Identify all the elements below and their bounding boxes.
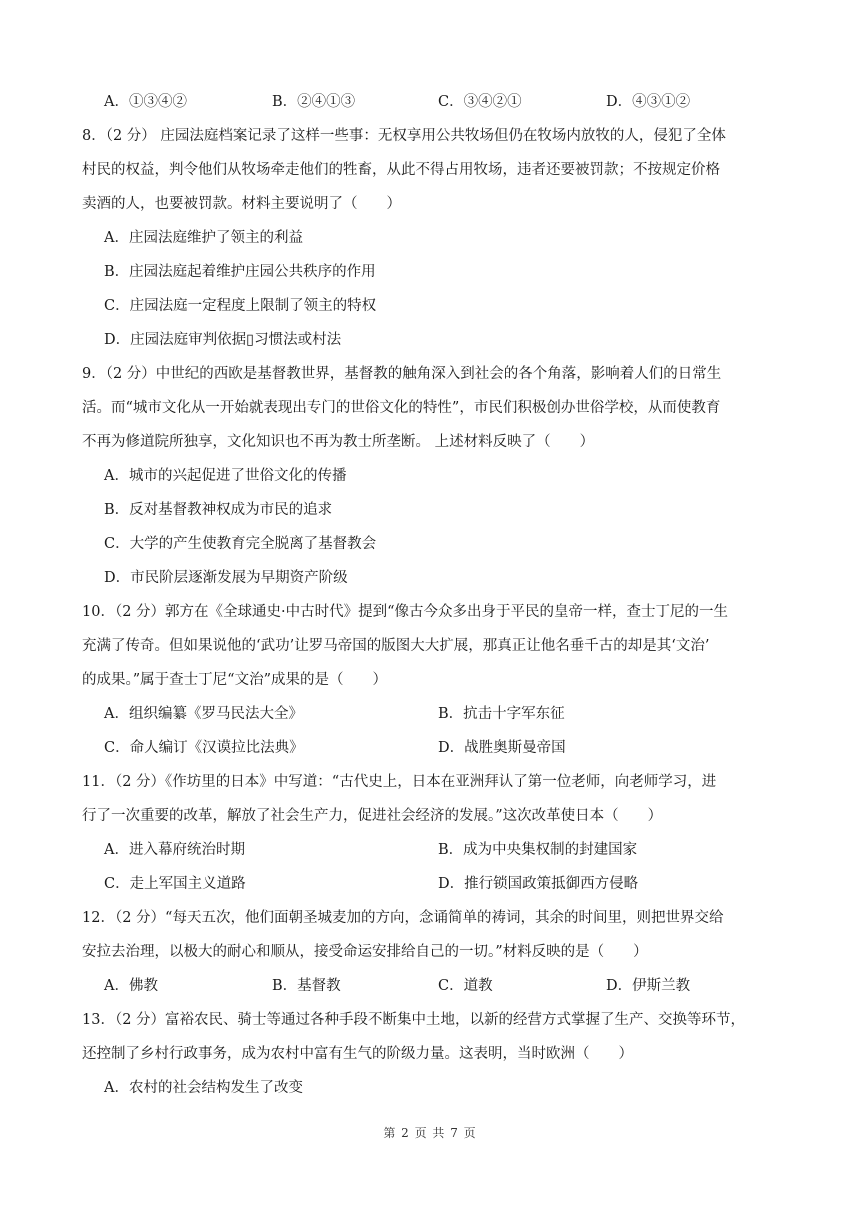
q9-option-c: C．大学的产生使教育完全脱离了基督教会 [104, 536, 377, 552]
page-number: 第 2 页 共 7 页 [383, 1126, 477, 1140]
q13-stem-line: 13．（2 分）富裕农民、骑士等通过各种手段不断集中土地，以新的经营方式掌握了生产、交换等环节， [82, 1012, 746, 1028]
q9-option-d: D．市民阶层逐渐发展为早期资产阶级 [104, 570, 348, 586]
q8-option-d: D．庄园法庭审判依据▯习惯法或村法 [104, 332, 342, 348]
q10-stem-line: 的成果。”属于查士丁尼“文治”成果的是（ ） [82, 672, 387, 688]
q10-option-a: A．组织编纂《罗马民法大全》 [104, 706, 303, 722]
q12-option-a: A．佛教 [104, 978, 158, 994]
q11-option-b: B．成为中央集权制的封建国家 [438, 842, 638, 858]
q8-option-a: A．庄园法庭维护了领主的利益 [104, 230, 303, 246]
q12-stem-line: 安拉去治理，以极大的耐心和顺从，接受命运安排给自己的一切。”材料反映的是（ ） [82, 944, 648, 960]
q12-stem-line: 12．（2 分）“每天五次，他们面朝圣城麦加的方向，念诵简单的祷词，其余的时间里，则把世界交给 [82, 910, 724, 926]
q13-option-a: A．农村的社会结构发生了改变 [104, 1080, 303, 1096]
q7-option-d: D．④③①② [606, 94, 691, 110]
q11-stem-line: 11．（2 分）《作坊里的日本》中写道：“古代史上，日本在亚洲拜认了第一位老师，向老师学习，进 [82, 774, 717, 790]
q10-option-b: B．抗击十字军东征 [438, 706, 565, 722]
q9-stem-line: 不再为修道院所独享，文化知识也不再为教士所垄断。 上述材料反映了（ ） [82, 434, 595, 450]
q10-option-d: D．战胜奥斯曼帝国 [438, 740, 566, 756]
q11-option-a: A．进入幕府统治时期 [104, 842, 245, 858]
q13-stem-line: 还控制了乡村行政事务，成为农村中富有生气的阶级力量。这表明，当时欧洲（ ） [82, 1046, 633, 1062]
q8-stem-line: 8．（2 分） 庄园法庭档案记录了这样一些事：无权享用公共牧场但仍在牧场内放牧的人，侵犯了全体 [82, 128, 726, 144]
q9-option-b: B．反对基督教神权成为市民的追求 [104, 502, 333, 518]
q10-stem-line: 10．（2 分）郭方在《全球通史·中古时代》提到“像古今众多出身于平民的皇帝一样，查士丁尼的一生 [82, 604, 729, 620]
q7-option-a: A．①③④② [104, 94, 187, 110]
q10-option-c: C．命人编订《汉谟拉比法典》 [104, 740, 304, 756]
q7-option-b: B．②④①③ [272, 94, 356, 110]
q8-stem-line: 卖酒的人，也要被罚款。材料主要说明了（ ） [82, 196, 401, 212]
q11-option-c: C．走上军国主义道路 [104, 876, 246, 892]
q11-stem-line: 行了一次重要的改革，解放了社会生产力，促进社会经济的发展。”这次改革使日本（ ） [82, 808, 663, 824]
q8-stem-line: 村民的权益，判令他们从牧场牵走他们的牲畜，从此不得占用牧场，违者还要被罚款；不按规定价格 [82, 162, 720, 178]
q11-option-d: D．推行锁国政策抵御西方侵略 [438, 876, 639, 892]
q8-option-b: B．庄园法庭起着维护庄园公共秩序的作用 [104, 264, 376, 280]
q12-option-c: C．道教 [438, 978, 493, 994]
q10-stem-line: 充满了传奇。但如果说他的‘武功’让罗马帝国的版图大大扩展，那真正让他名垂千古的却是其‘文治’ [82, 638, 710, 654]
q12-option-d: D．伊斯兰教 [606, 978, 691, 994]
q8-option-c: C．庄园法庭一定程度上限制了领主的特权 [104, 298, 377, 314]
q12-option-b: B．基督教 [272, 978, 341, 994]
q7-option-c: C．③④②① [438, 94, 522, 110]
q9-option-a: A．城市的兴起促进了世俗文化的传播 [104, 468, 347, 484]
q9-stem-line: 9．（2 分）中世纪的西欧是基督教世界，基督教的触角深入到社会的各个角落，影响着人们的日常生 [82, 366, 722, 382]
q9-stem-line: 活。而“城市文化从一开始就表现出专门的世俗文化的特性”，市民们积极创办世俗学校，从而使教育 [82, 400, 721, 416]
